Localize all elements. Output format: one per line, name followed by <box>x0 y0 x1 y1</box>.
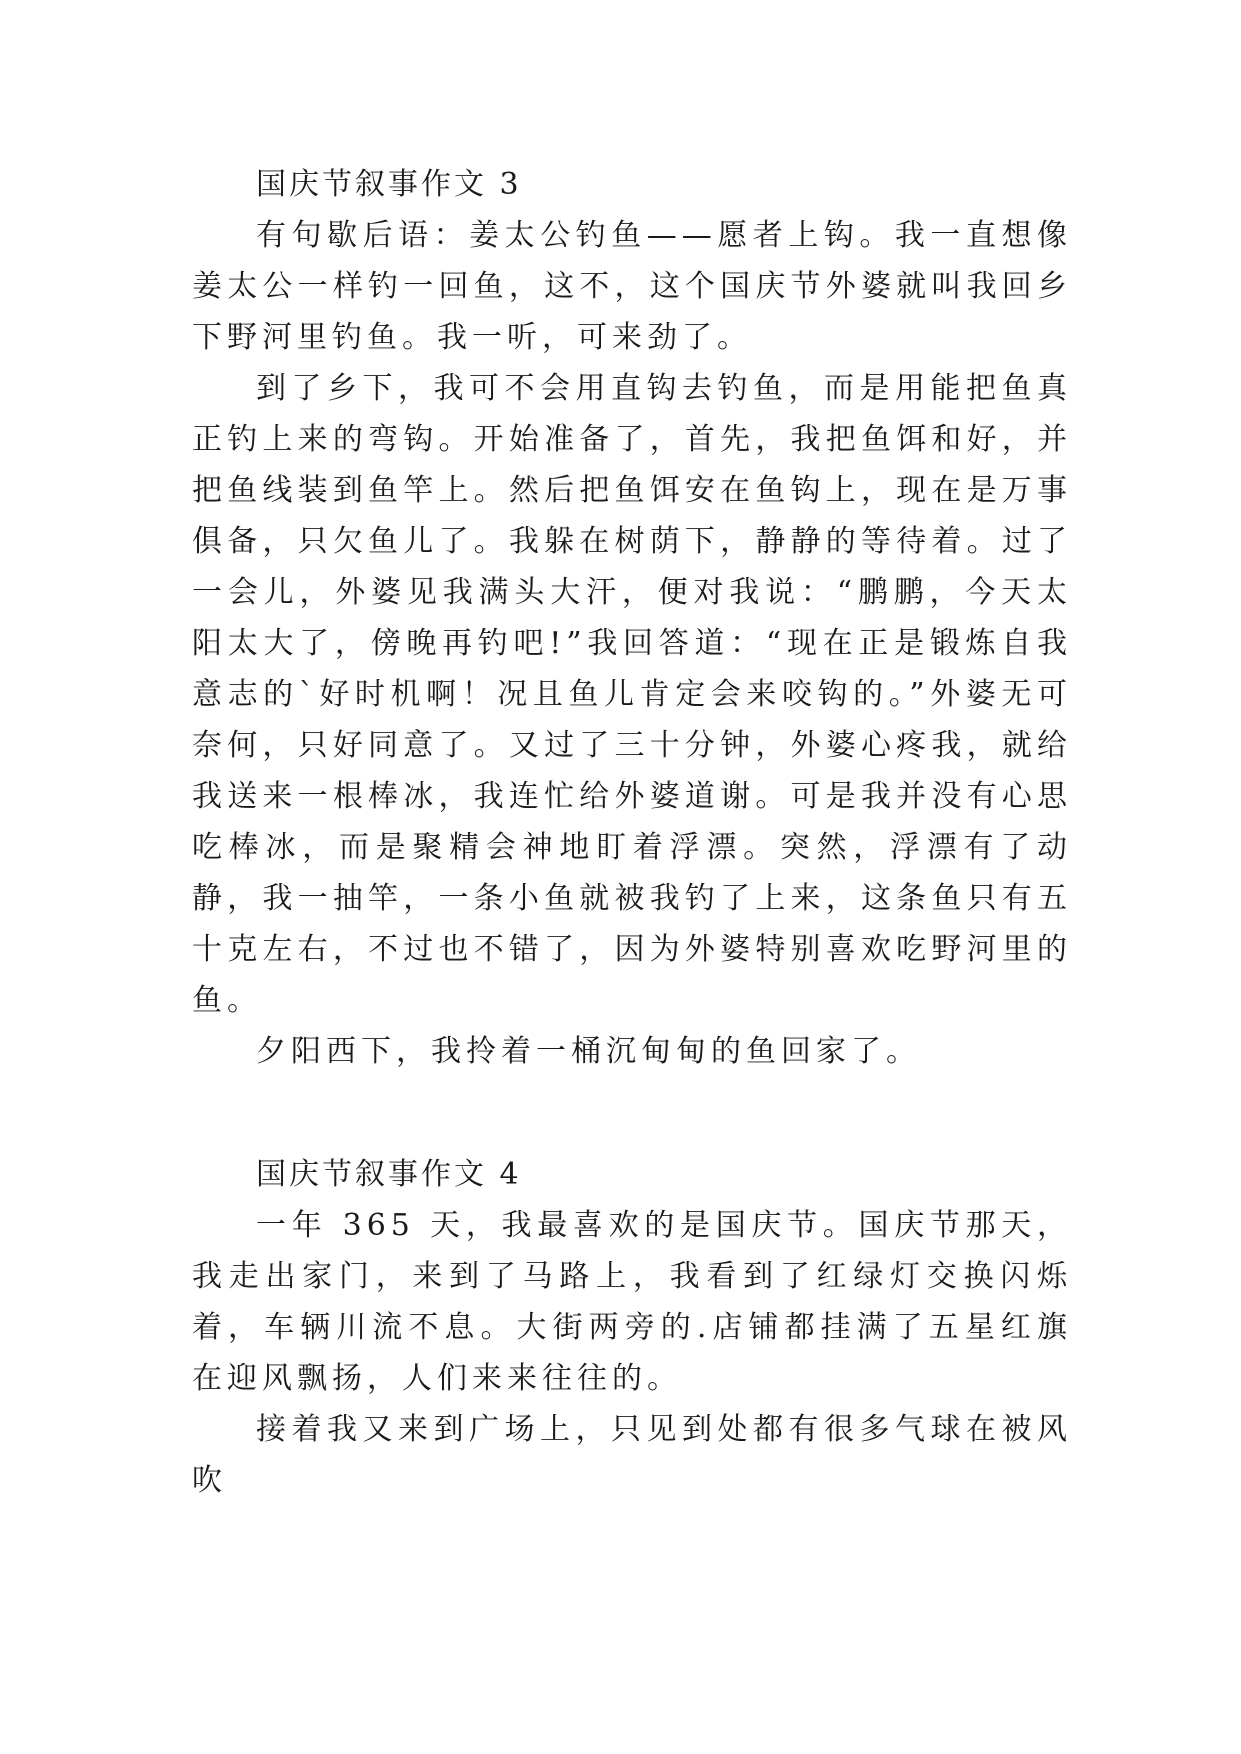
section-title: 国庆节叙事作文 4 <box>256 1157 522 1192</box>
paragraph: 到了乡下，我可不会用直钩去钓鱼，而是用能把鱼真正钓上来的弯钩。开始准备了，首先，我把鱼饵和好，并把鱼线装到鱼竿上。然后把鱼饵安在鱼钩上，现在是万事俱备，只欠鱼儿了。我躲在树荫下，静静的等待着。过了一会儿，外婆见我满头大汗，便对我说：“鹏鹏，今天太阳太大了，傍晚再钓吧!”我回答道：“现在正是锻炼自我意志的`好时机啊！况且鱼儿肯定会来咬钩的。”外婆无可奈何，只好同意了。又过了三十分钟，外婆心疼我，就给我送来一根棒冰，我连忙给外婆道谢。可是我并没有心思吃棒冰，而是聚精会神地盯着浮漂。突然，浮漂有了动静，我一抽竿，一条小鱼就被我钓了上来，这条鱼只有五十克左右，不过也不错了，因为外婆特别喜欢吃野河里的鱼。 <box>192 371 1072 1018</box>
essay-section-3 <box>192 160 1072 1077</box>
paragraph: 一年 365 天，我最喜欢的是国庆节。国庆节那天，我走出家门，来到了马路上，我看到了红绿灯交换闪烁着，车辆川流不息。大街两旁的.店铺都挂满了五星红旗在迎风飘扬，人们来来往往的。 <box>192 1208 1072 1396</box>
paragraph: 有句歇后语：姜太公钓鱼——愿者上钩。我一直想像姜太公一样钓一回鱼，这不，这个国庆节外婆就叫我回乡下野河里钓鱼。我一听，可来劲了。 <box>192 218 1072 355</box>
section-spacer <box>192 1077 1072 1150</box>
paragraph: 夕阳西下，我拎着一桶沉甸甸的鱼回家了。 <box>256 1034 921 1069</box>
paragraph: 接着我又来到广场上，只见到处都有很多气球在被风吹 <box>192 1412 1072 1498</box>
document-body <box>192 160 1072 1506</box>
essay-section-4 <box>192 1150 1072 1506</box>
section-title: 国庆节叙事作文 3 <box>256 167 522 202</box>
